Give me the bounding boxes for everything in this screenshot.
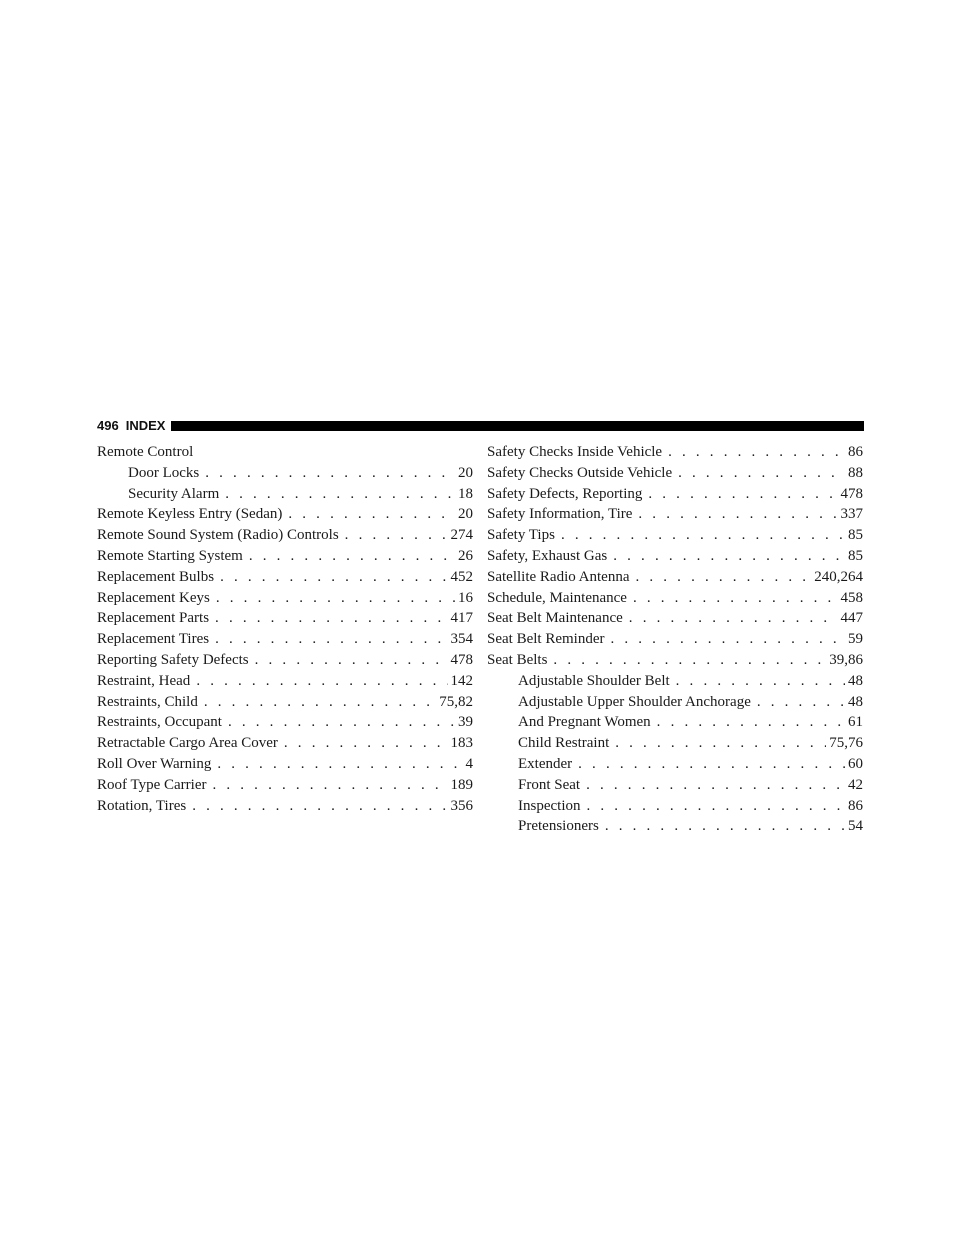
dot-leader	[638, 504, 837, 525]
dot-leader	[676, 671, 845, 692]
entry-page-reference: 142	[450, 672, 473, 689]
entry-page-reference: 337	[840, 506, 863, 523]
entry-page-reference: 189	[450, 776, 473, 793]
index-entry	[97, 671, 473, 692]
dot-leader	[668, 442, 845, 463]
index-entry	[97, 546, 473, 567]
entry-label: Child Restraint	[518, 735, 610, 752]
entry-label: Roof Type Carrier	[97, 776, 207, 793]
dot-leader	[345, 525, 448, 546]
index-entry	[487, 650, 863, 671]
index-entry	[97, 650, 473, 671]
dot-leader	[196, 671, 447, 692]
dot-leader	[216, 588, 455, 609]
entry-label: Safety Checks Inside Vehicle	[487, 444, 663, 460]
dot-leader	[205, 463, 455, 484]
entry-label: Retractable Cargo Area Cover	[97, 735, 278, 752]
entry-label: And Pregnant Women	[518, 714, 651, 731]
entry-page-reference: 417	[450, 610, 473, 627]
index-entry	[487, 442, 863, 463]
entry-label: Replacement Parts	[97, 610, 210, 627]
entry-label: Safety, Exhaust Gas	[487, 547, 608, 564]
index-column-right	[487, 442, 863, 837]
dot-leader	[678, 463, 845, 484]
dot-leader	[635, 567, 811, 588]
entry-page-reference: 86	[848, 444, 863, 460]
dot-leader	[553, 650, 826, 671]
entry-label: Front Seat	[518, 776, 581, 793]
entry-label: Schedule, Maintenance	[487, 589, 627, 606]
index-entry	[487, 608, 863, 629]
dot-leader	[613, 546, 845, 567]
dot-leader	[633, 588, 838, 609]
index-entry	[487, 546, 863, 567]
entry-label: Satellite Radio Antenna	[487, 568, 630, 585]
index-entry	[97, 442, 473, 463]
entry-label: Restraints, Occupant	[97, 714, 222, 731]
entry-label: Seat Belt Maintenance	[487, 610, 623, 627]
entry-page-reference: 75,82	[439, 693, 473, 710]
entry-page-reference: 39,86	[829, 651, 863, 668]
entry-label: Remote Control	[97, 444, 194, 460]
entry-label: Adjustable Shoulder Belt	[518, 672, 670, 689]
dot-leader	[629, 608, 838, 629]
dot-leader	[648, 484, 837, 505]
entry-page-reference: 458	[840, 589, 863, 606]
entry-label: Safety Checks Outside Vehicle	[487, 464, 673, 481]
index-entry	[487, 463, 863, 484]
entry-page-reference: 452	[450, 568, 473, 585]
index-subentry	[97, 484, 473, 505]
index-entry	[97, 733, 473, 754]
entry-label: Remote Keyless Entry (Sedan)	[97, 506, 283, 523]
index-entry	[487, 504, 863, 525]
index-subentry	[487, 816, 863, 837]
index-entry	[487, 525, 863, 546]
index-entry	[97, 588, 473, 609]
dot-leader	[212, 775, 447, 796]
entry-page-reference: 54	[848, 818, 863, 835]
dot-leader	[220, 567, 447, 588]
index-entry	[97, 525, 473, 546]
dot-leader	[578, 754, 845, 775]
dot-leader	[288, 504, 455, 525]
entry-page-reference: 20	[458, 464, 473, 481]
section-title: INDEX	[125, 418, 166, 433]
entry-page-reference: 48	[848, 693, 863, 710]
index-entry	[97, 754, 473, 775]
entry-page-reference: 59	[848, 631, 863, 648]
index-subentry	[487, 754, 863, 775]
entry-page-reference: 356	[450, 797, 473, 814]
entry-page-reference: 18	[458, 485, 473, 502]
entry-page-reference: 88	[848, 464, 863, 481]
dot-leader	[255, 650, 448, 671]
index-entry	[487, 484, 863, 505]
entry-label: Replacement Keys	[97, 589, 210, 606]
dot-leader	[561, 525, 845, 546]
entry-page-reference: 478	[450, 651, 473, 668]
entry-page-reference: 354	[450, 631, 473, 648]
entry-label: Inspection	[518, 797, 581, 814]
entry-page-reference: 183	[450, 735, 473, 752]
index-entry	[487, 588, 863, 609]
index-subentry	[487, 692, 863, 713]
entry-label: Remote Sound System (Radio) Controls	[97, 527, 339, 544]
entry-label: Remote Starting System	[97, 547, 243, 564]
index-entry	[97, 629, 473, 650]
dot-leader	[586, 796, 845, 817]
index-entry	[97, 775, 473, 796]
dot-leader	[605, 816, 845, 837]
entry-page-reference: 86	[848, 797, 863, 814]
entry-label: Restraints, Child	[97, 693, 198, 710]
dot-leader	[757, 692, 845, 713]
entry-page-reference: 447	[840, 610, 863, 627]
entry-page-reference: 240,264	[814, 568, 863, 585]
entry-label: Safety Tips	[487, 527, 555, 544]
entry-page-reference: 20	[458, 506, 473, 523]
index-entry	[97, 692, 473, 713]
entry-page-reference: 42	[848, 776, 863, 793]
entry-page-reference: 85	[848, 547, 863, 564]
dot-leader	[615, 733, 826, 754]
entry-page-reference: 478	[840, 485, 863, 502]
entry-label: Door Locks	[128, 464, 200, 481]
page-number: 496	[97, 418, 119, 433]
entry-label: Extender	[518, 755, 573, 772]
entry-page-reference: 39	[458, 714, 473, 731]
entry-page-reference: 4	[465, 755, 473, 772]
dot-leader	[284, 733, 448, 754]
entry-label: Safety Defects, Reporting	[487, 485, 643, 502]
index-subentry	[97, 463, 473, 484]
entry-page-reference: 274	[450, 527, 473, 544]
entry-label: Adjustable Upper Shoulder Anchorage	[518, 693, 751, 710]
entry-label: Replacement Bulbs	[97, 568, 215, 585]
entry-label: Seat Belt Reminder	[487, 631, 605, 648]
dot-leader	[215, 629, 447, 650]
index-entry	[97, 608, 473, 629]
index-subentry	[487, 733, 863, 754]
entry-label: Replacement Tires	[97, 631, 210, 648]
entry-label: Roll Over Warning	[97, 755, 212, 772]
entry-label: Restraint, Head	[97, 672, 191, 689]
index-column-left	[97, 442, 473, 816]
dot-leader	[225, 484, 455, 505]
entry-label: Seat Belts	[487, 651, 548, 668]
index-subentry	[487, 671, 863, 692]
entry-page-reference: 60	[848, 755, 863, 772]
index-entry	[97, 796, 473, 817]
index-entry	[487, 629, 863, 650]
index-subentry	[487, 796, 863, 817]
page-header	[97, 418, 864, 434]
entry-label: Safety Information, Tire	[487, 506, 633, 523]
dot-leader	[204, 692, 436, 713]
entry-label: Reporting Safety Defects	[97, 651, 249, 668]
index-entry	[97, 504, 473, 525]
index-entry	[487, 567, 863, 588]
entry-label: Security Alarm	[128, 485, 220, 502]
index-subentry	[487, 775, 863, 796]
index-entry	[97, 712, 473, 733]
entry-page-reference: 26	[458, 547, 473, 564]
dot-leader	[657, 712, 845, 733]
entry-label: Pretensioners	[518, 818, 599, 835]
dot-leader	[586, 775, 845, 796]
dot-leader	[192, 796, 447, 817]
entry-page-reference: 16	[458, 589, 473, 606]
entry-page-reference: 85	[848, 527, 863, 544]
entry-page-reference: 48	[848, 672, 863, 689]
entry-page-reference: 75,76	[829, 735, 863, 752]
dot-leader	[215, 608, 447, 629]
entry-page-reference: 61	[848, 714, 863, 731]
dot-leader	[217, 754, 462, 775]
header-rule	[171, 421, 864, 431]
dot-leader	[610, 629, 845, 650]
dot-leader	[228, 712, 455, 733]
entry-label: Rotation, Tires	[97, 797, 187, 814]
dot-leader	[249, 546, 455, 567]
index-entry	[97, 567, 473, 588]
index-subentry	[487, 712, 863, 733]
